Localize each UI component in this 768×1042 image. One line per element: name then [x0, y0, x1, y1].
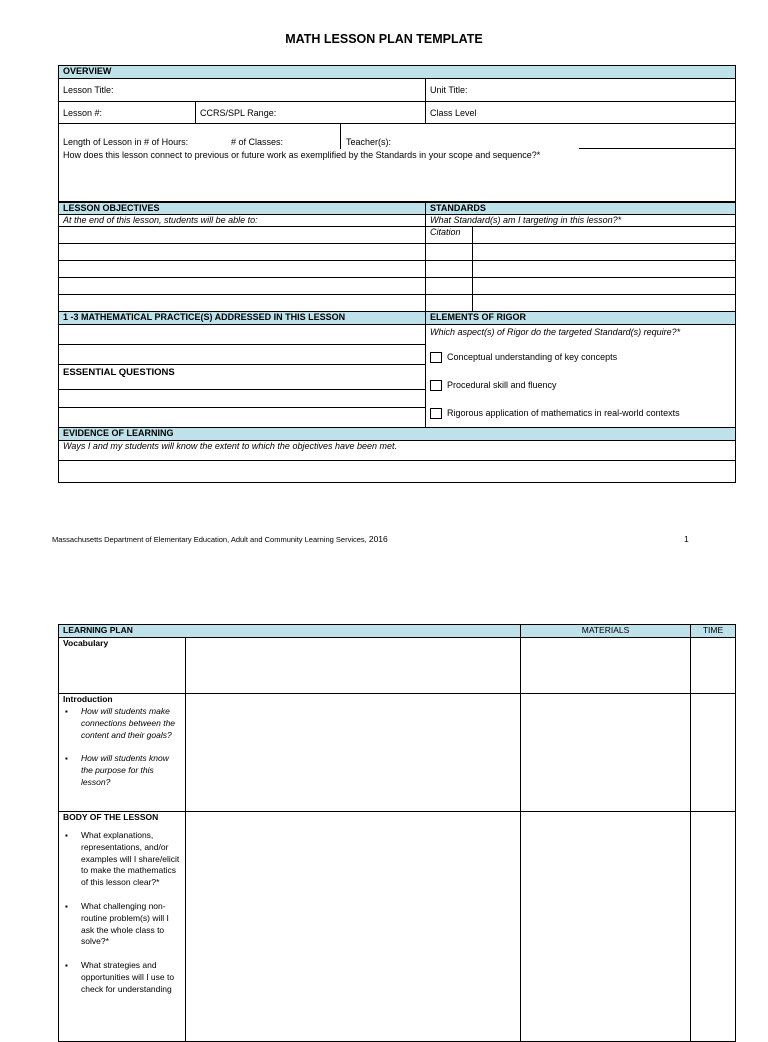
vocabulary-label: Vocabulary — [59, 638, 186, 694]
time-header: TIME — [691, 625, 736, 638]
page-footer — [52, 534, 388, 544]
ccrs-range-field[interactable] — [196, 102, 426, 124]
materials-header: MATERIALS — [521, 625, 691, 638]
rigor-prompt: Which aspect(s) of Rigor do the targeted Standard(s) require?* — [430, 327, 681, 337]
body-label: BODY OF THE LESSON — [63, 812, 159, 822]
objective-row-2[interactable] — [59, 244, 426, 261]
objectives-prompt: At the end of this lesson, students will be able to: — [59, 215, 426, 227]
class-level-field[interactable] — [426, 102, 736, 124]
checkbox-icon[interactable] — [430, 380, 442, 391]
lesson-title-field[interactable] — [59, 79, 426, 102]
introduction-bullet: ▪ How will students make connections between the content and their goals? — [81, 706, 181, 741]
overview-table — [58, 65, 736, 202]
unit-title-label: Unit Title: — [430, 85, 468, 95]
rigor-cell — [426, 325, 736, 428]
length-and-connection-cell — [59, 124, 736, 202]
citation-row-5[interactable] — [426, 295, 473, 312]
objective-row-4[interactable] — [59, 278, 426, 295]
footer-org: Massachusetts Department of Elementary Education, Adult and Community Learning Services, — [52, 535, 367, 544]
standards-header: STANDARDS — [426, 203, 736, 215]
body-time[interactable] — [691, 812, 736, 1042]
page-number: 1 — [684, 534, 689, 544]
lesson-number-field[interactable] — [59, 102, 196, 124]
overview-header: OVERVIEW — [59, 66, 736, 79]
connect-question: How does this lesson connect to previous or future work as exemplified by the Standards in your scope and sequence?* — [63, 150, 541, 160]
rigor-option-application[interactable] — [430, 399, 735, 427]
body-bullets — [63, 830, 181, 996]
ccrs-range-label: CCRS/SPL Range: — [200, 107, 277, 118]
standard-row-2[interactable] — [473, 244, 736, 261]
introduction-bullet: ▪ How will students know the purpose for this lesson? — [81, 753, 181, 788]
body-bullet: ▪ What strategies and opportunities will I use to check for understanding — [81, 960, 181, 995]
introduction-materials[interactable] — [521, 694, 691, 812]
rigor-header: ELEMENTS OF RIGOR — [426, 312, 736, 325]
body-materials[interactable] — [521, 812, 691, 1042]
document-title: MATH LESSON PLAN TEMPLATE — [285, 32, 483, 46]
citation-row-4[interactable] — [426, 278, 473, 295]
body-cell — [59, 812, 186, 1042]
num-classes-label: # of Classes: — [231, 137, 284, 147]
practice-row-1[interactable] — [59, 325, 426, 345]
citation-row-2[interactable] — [426, 244, 473, 261]
essential-question-row-1[interactable] — [59, 389, 426, 407]
rigor-option-label: Procedural skill and fluency — [447, 380, 557, 390]
checkbox-icon[interactable] — [430, 408, 442, 419]
body-bullet: ▪ What challenging non-routine problem(s) will I ask the whole class to solve?* — [81, 901, 181, 948]
standard-row-4[interactable] — [473, 278, 736, 295]
citation-label: Citation — [426, 227, 473, 244]
introduction-bullets — [63, 706, 181, 789]
vocabulary-content[interactable] — [186, 638, 521, 694]
standard-row-3[interactable] — [473, 261, 736, 278]
standards-prompt: What Standard(s) am I targeting in this lesson?* — [426, 215, 736, 227]
essential-questions-header: ESSENTIAL QUESTIONS — [59, 365, 426, 389]
evidence-row[interactable] — [59, 461, 736, 483]
objectives-header: LESSON OBJECTIVES — [59, 203, 426, 215]
footer-year: 2016 — [368, 534, 388, 544]
standard-row-5[interactable] — [473, 295, 736, 312]
learning-plan-table — [58, 624, 736, 1042]
evidence-prompt: Ways I and my students will know the extent to which the objectives have been met. — [59, 441, 736, 461]
introduction-cell — [59, 694, 186, 812]
introduction-label: Introduction — [63, 694, 113, 704]
vocabulary-time[interactable] — [691, 638, 736, 694]
practice-row-2[interactable] — [59, 345, 426, 365]
lesson-title-label: Lesson Title: — [63, 85, 114, 95]
objective-row-5[interactable] — [59, 295, 426, 312]
learning-plan-header: LEARNING PLAN — [59, 625, 521, 638]
checkbox-icon[interactable] — [430, 352, 442, 363]
teachers-label: Teacher(s): — [346, 137, 392, 147]
rigor-option-conceptual[interactable] — [430, 343, 735, 371]
essential-question-row-2[interactable] — [59, 407, 426, 427]
introduction-time[interactable] — [691, 694, 736, 812]
length-hours-label: Length of Lesson in # of Hours: — [63, 137, 189, 147]
rigor-option-label: Conceptual understanding of key concepts — [447, 352, 618, 362]
unit-title-field[interactable] — [426, 79, 736, 102]
standard-row-1[interactable] — [473, 227, 736, 244]
citation-row-3[interactable] — [426, 261, 473, 278]
objective-row-1[interactable] — [59, 227, 426, 244]
rigor-option-label: Rigorous application of mathematics in real-world contexts — [447, 408, 680, 418]
lesson-number-label: Lesson #: — [63, 107, 103, 118]
objectives-table — [58, 202, 736, 483]
class-level-label: Class Level — [430, 107, 477, 118]
vocabulary-materials[interactable] — [521, 638, 691, 694]
body-bullet: ▪ What explanations, representations, and/or examples will I share/elicit to make the mathematics of this lesson clear?* — [81, 830, 181, 889]
objective-row-3[interactable] — [59, 261, 426, 278]
rigor-option-procedural[interactable] — [430, 371, 735, 399]
introduction-content[interactable] — [186, 694, 521, 812]
evidence-header: EVIDENCE OF LEARNING — [59, 428, 736, 441]
practices-header: 1 -3 MATHEMATICAL PRACTICE(S) ADDRESSED IN THIS LESSON — [59, 312, 426, 325]
body-content[interactable] — [186, 812, 521, 1042]
